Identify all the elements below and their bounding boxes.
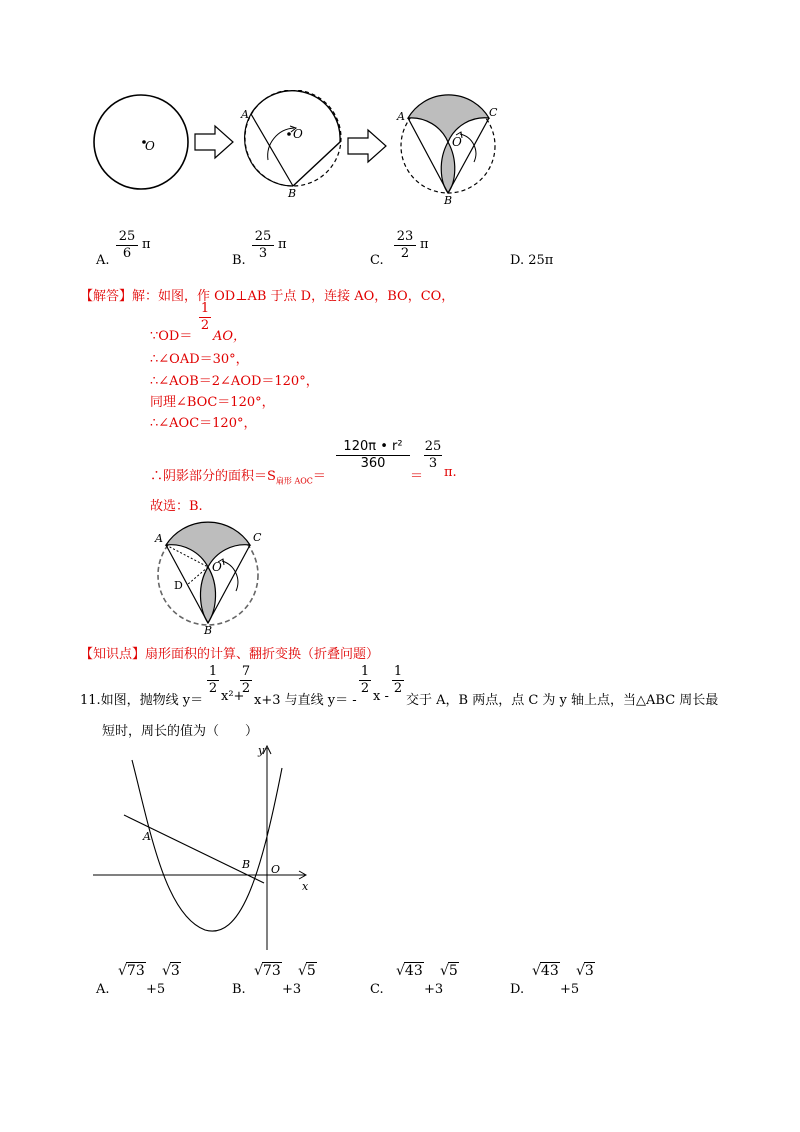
q10-option-a-num: 25 [118,229,136,244]
q11-option-d-r2: 3 [584,963,594,979]
q11-frac4 [392,665,404,696]
q11-frac4-den: 2 [393,681,403,696]
solution-area-fraction [336,440,410,471]
q10-option-c[interactable] [370,253,384,268]
solution-area-eq: ＝ [312,469,326,484]
solution-line3: ∴∠AOB＝2∠AOD＝120°， [150,374,319,389]
solution-fig-label-b: B [204,624,213,635]
q10-option-c-suffix: π [420,237,429,252]
solution-area-prefix [150,465,326,487]
q10-option-c-num: 23 [396,229,414,244]
q10-option-a-fraction [116,230,138,261]
solution-line1-prefix: ∵OD＝ [150,329,193,344]
q10-figure-strip [90,90,510,205]
fold-arrow-1 [195,126,233,158]
q11-frac4-num: 1 [393,664,403,679]
q11-option-a-root1: √73 [118,963,145,979]
q10-option-b[interactable] [232,253,246,268]
q11-frac3-den: 2 [360,681,370,696]
solution-area-result [424,440,442,471]
fig1-label-o: O [145,139,155,153]
solution-line1-suffix: AO， [213,329,247,344]
q11-mid3: x - [373,689,389,704]
q11-option-b-letter: B. [232,982,246,997]
q11-frac1-den: 2 [208,681,218,696]
solution-fig-label-d: D [174,579,183,592]
graph-label-a: A [143,830,151,843]
q10-option-b-fraction [252,230,274,261]
solution-fig-label-a: A [155,532,163,545]
q11-suffix: 交于 A，B 两点，点 C 为 y 轴上点，当△ABC 周长最 [406,693,719,708]
solution-choice: 故选：B. [150,499,203,514]
q11-option-a-r1: 73 [126,963,145,979]
q10-option-d-text: 25π [528,253,554,268]
q10-option-b-suffix: π [278,237,287,252]
solution-area-text: ∴阴影部分的面积＝S [150,469,276,484]
q11-option-a[interactable] [96,982,110,997]
graph-label-y: y [258,744,265,757]
fig3-label-b: B [444,194,453,205]
fig2-label-o: O [293,127,303,141]
solution-area-frac-num: 120π • r² [343,439,403,454]
solution-fig-label-c: C [253,531,262,544]
solution-line1-den: 2 [200,318,210,333]
q11-frac2-den: 2 [241,681,251,696]
q10-option-b-letter: B. [232,253,246,268]
q10-option-a[interactable] [96,253,110,268]
q11-option-b-r2: 5 [306,963,316,979]
solution-area-frac-den: 360 [360,456,386,471]
fig2-label-a: A [241,108,249,121]
q11-option-c[interactable] [370,982,384,997]
q11-option-b-plus: +3 [282,982,302,997]
line-ab [124,815,264,883]
q10-option-a-den: 6 [122,246,132,261]
solution-area-result-suffix: π. [444,465,457,480]
q10-option-d[interactable] [510,253,553,268]
solution-line1-num: 1 [200,301,210,316]
q11-option-c-letter: C. [370,982,384,997]
q10-option-c-den: 2 [400,246,410,261]
graph-label-o: O [271,863,281,876]
knowledge-point: 【知识点】扇形面积的计算、翻折变换（折叠问题） [80,647,380,662]
q10-option-c-letter: C. [370,253,384,268]
q11-option-d[interactable] [510,982,524,997]
q11-option-b-root2: √5 [298,963,316,979]
q11-frac1-num: 1 [208,664,218,679]
q11-option-b-root1: √73 [254,963,281,979]
fig3-label-a: A [397,110,405,123]
q11-frac3 [359,665,371,696]
q10-option-b-den: 3 [258,246,268,261]
q11-line2: 短时，周长的值为（ ） [102,724,259,739]
solution-area-sub: 扇形 AOC [275,476,313,486]
fold-arrow-2 [348,130,386,162]
q11-frac3-num: 1 [360,664,370,679]
q11-option-c-plus: +3 [424,982,444,997]
q10-option-b-num: 25 [254,229,272,244]
q11-option-a-root2: √3 [162,963,180,979]
solution-area-result-den: 3 [428,456,438,471]
q11-option-d-root2: √3 [576,963,594,979]
fig1-circle [94,95,188,189]
q11-option-d-r1: 43 [540,963,559,979]
graph-label-b: B [242,858,251,871]
parabola [132,760,282,931]
q11-option-c-r1: 43 [404,963,423,979]
fig2-label-b: B [288,187,297,200]
solution-area-result-num: 25 [424,439,442,454]
solution-figure [150,515,270,635]
q11-mid2: x+3 与直线 y＝ - [254,693,357,708]
solution-area-eq2: ＝ [410,469,424,484]
solution-fig-label-o: O [212,560,222,574]
q11-graph [90,740,320,955]
solution-heading: 【解答】解：如图，作 OD⊥AB 于点 D，连接 AO，BO，CO， [80,289,455,304]
q11-option-d-plus: +5 [560,982,580,997]
q11-frac2-num: 7 [241,664,251,679]
solution-line2: ∴∠OAD＝30°， [150,352,249,367]
q11-option-a-plus: +5 [146,982,166,997]
q11-frac2 [240,665,252,696]
q11-option-c-root1: √43 [396,963,423,979]
q11-option-a-r2: 3 [170,963,180,979]
q11-option-a-letter: A. [96,982,110,997]
q10-option-a-suffix: π [142,237,151,252]
q10-option-a-letter: A. [96,253,110,268]
solution-line5: ∴∠AOC＝120°， [150,416,257,431]
q11-prefix: 11.如图，抛物线 y＝ [80,693,204,708]
q11-option-d-letter: D. [510,982,525,997]
q11-option-c-root2: √5 [440,963,458,979]
q11-frac1 [207,665,219,696]
q11-option-c-r2: 5 [448,963,458,979]
q11-option-b[interactable] [232,982,246,997]
fig3-label-o: O [452,135,462,149]
q10-option-c-fraction [394,230,416,261]
q11-option-d-root1: √43 [532,963,559,979]
solution-line4: 同理∠BOC＝120°， [150,395,275,410]
graph-label-x: x [302,880,309,893]
q10-option-d-letter: D. [510,253,525,268]
q11-mid1: x²+ [221,689,245,704]
q11-option-b-r1: 73 [262,963,281,979]
solution-line1-fraction [199,302,211,333]
fig3-label-c: C [489,106,498,119]
